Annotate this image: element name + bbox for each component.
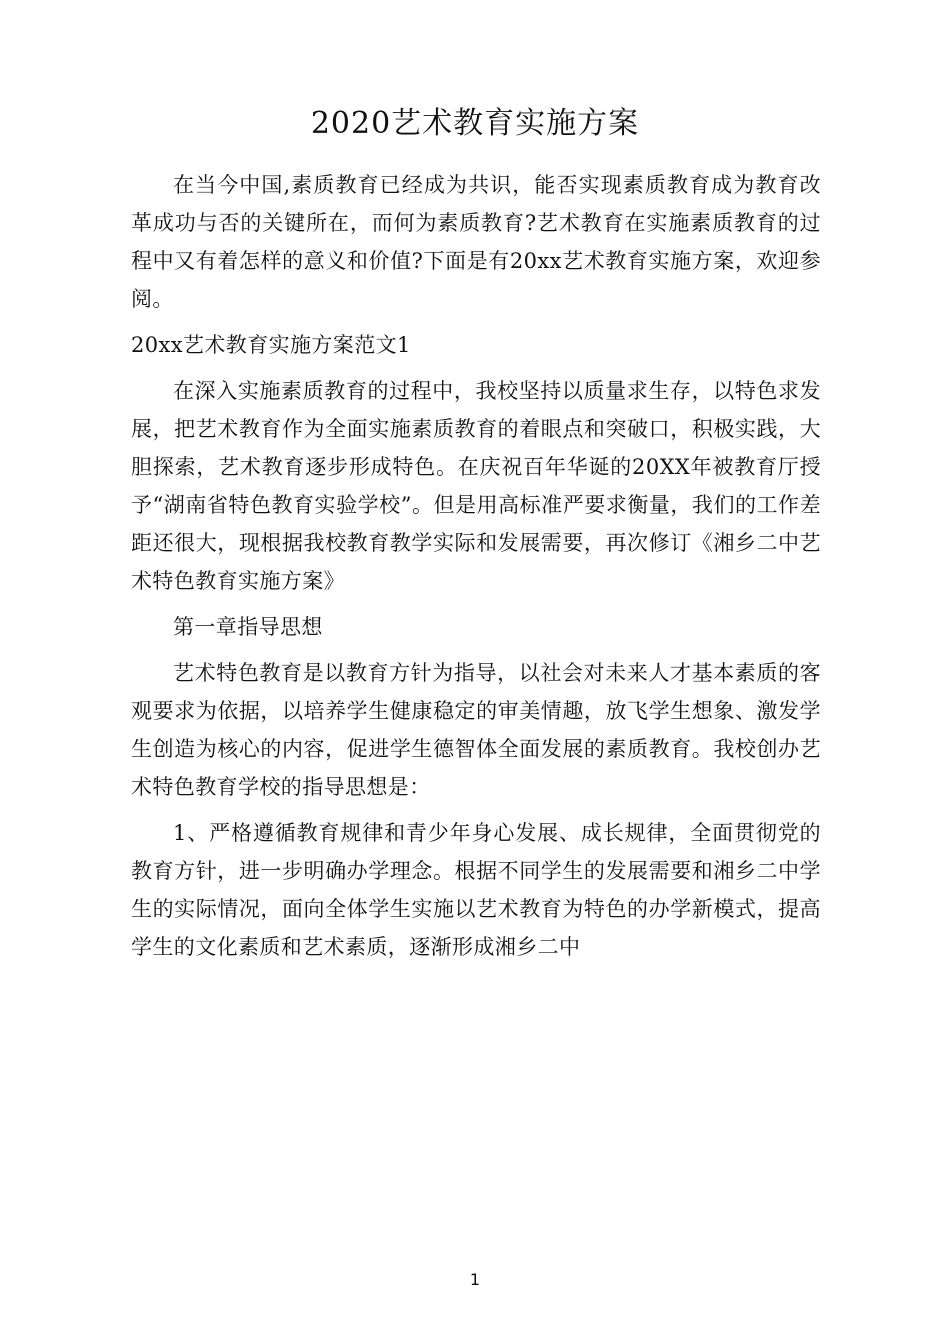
list-item-paragraph: 1、严格遵循教育规律和青少年身心发展、成长规律，全面贯彻党的教育方针，进一步明确办学理念。根据不同学生的发展需要和湘乡二中学生的实际情况，面向全体学生实施以艺术教育为特色的办学新模式，提高学生的文化素质和艺术素质，逐渐形成湘乡二中: [131, 821, 821, 959]
section-heading-sample-1: 20xx艺术教育实施方案范文1: [131, 333, 411, 357]
page-number: 1: [469, 1270, 481, 1289]
chapter-heading: 第一章指导思想: [173, 615, 323, 639]
body-paragraph: 艺术特色教育是以教育方针为指导，以社会对未来人才基本素质的客观要求为依据，以培养学生健康稳定的审美情趣，放飞学生想象、激发学生创造为核心的内容，促进学生德智体全面发展的素质教育。我校创办艺术特色教育学校的指导思想是：: [131, 661, 821, 799]
intro-paragraph: 在当今中国,素质教育已经成为共识，能否实现素质教育成为教育改革成功与否的关键所在，而何为素质教育?艺术教育在实施素质教育的过程中又有着怎样的意义和价值?下面是有20xx艺术教育实施方案，欢迎参阅。: [131, 173, 821, 311]
body-paragraph: 在深入实施素质教育的过程中，我校坚持以质量求生存，以特色求发展，把艺术教育作为全面实施素质教育的着眼点和突破口，积极实践，大胆探索，艺术教育逐步形成特色。在庆祝百年华诞的20XX年被教育厅授予“湖南省特色教育实验学校”。但是用高标准严要求衡量，我们的工作差距还很大，现根据我校教育教学实际和发展需要，再次修订《湘乡二中艺术特色教育实施方案》: [131, 379, 821, 593]
document-title: 2020艺术教育实施方案: [310, 106, 640, 141]
document-body: [131, 166, 821, 974]
